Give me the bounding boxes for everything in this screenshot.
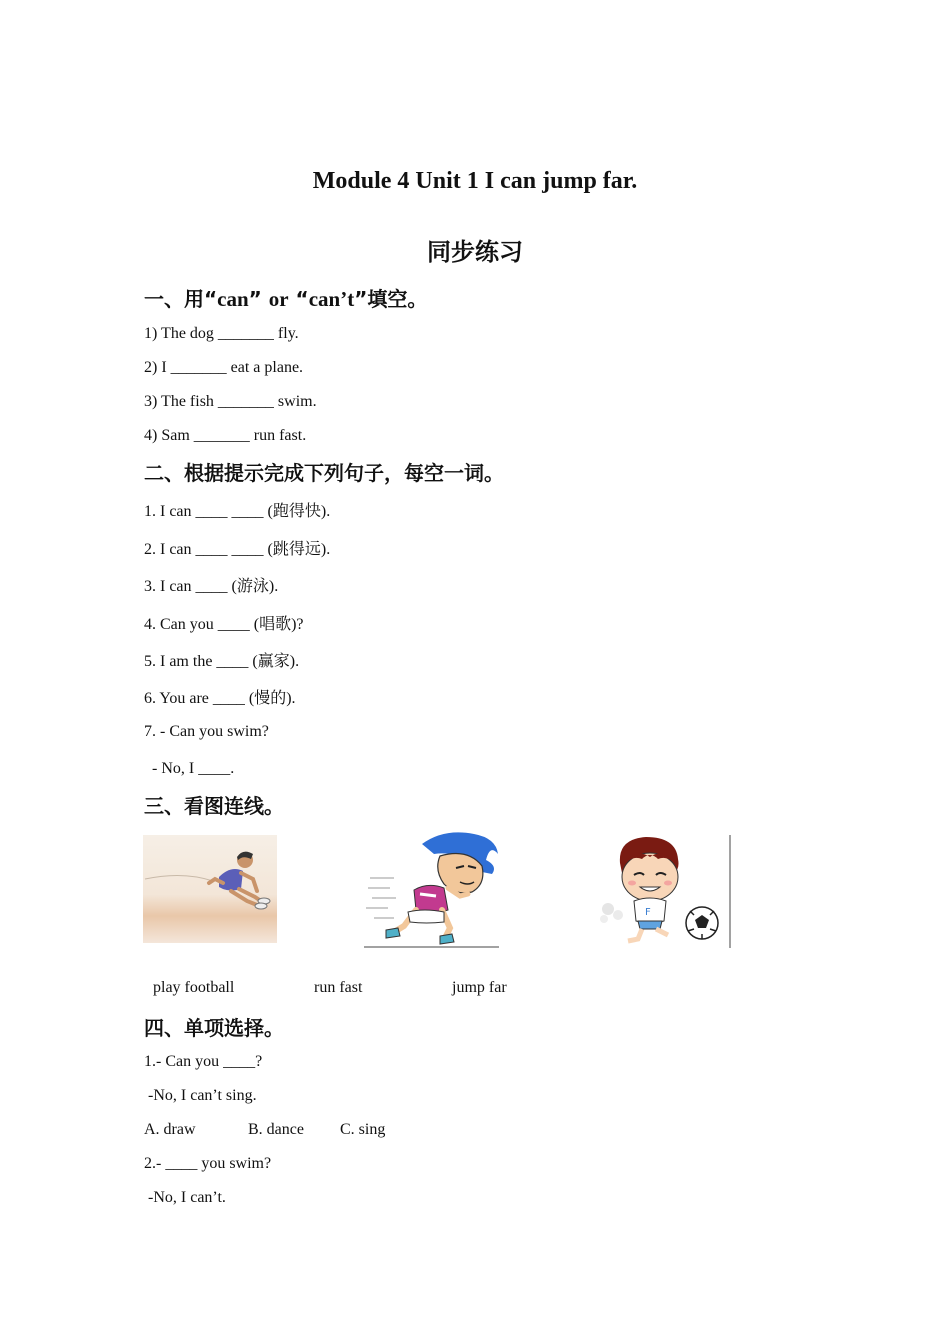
section4-heading: 四、单项选择。 xyxy=(144,1016,284,1040)
section3-heading: 三、看图连线。 xyxy=(144,794,284,818)
svg-text:F: F xyxy=(645,907,651,918)
section4-q2-answer: -No, I can’t. xyxy=(144,1189,226,1206)
section1-item-1: 1) The dog _______ fly. xyxy=(144,325,299,342)
section4-option-a: A. draw xyxy=(144,1121,196,1138)
section4-q2: 2.- ____ you swim? xyxy=(144,1155,272,1172)
section2-item-3: 3. I can ____ (游泳). xyxy=(144,578,279,595)
page-subtitle: 同步练习 xyxy=(427,238,523,266)
section1-heading: 一、用“can” or “can’t”填空。 xyxy=(144,287,428,311)
section2-item-7-answer: - No, I ____. xyxy=(144,760,235,777)
section4-q1: 1.- Can you ____? xyxy=(144,1053,263,1070)
section2-item-6: 6. You are ____ (慢的). xyxy=(144,690,296,707)
section4-q1-answer: -No, I can’t sing. xyxy=(144,1087,257,1104)
long-jump-icon xyxy=(143,835,277,943)
section2-item-4: 4. Can you ____ (唱歌)? xyxy=(144,616,304,633)
section2-item-7: 7. - Can you swim? xyxy=(144,723,269,740)
football-boy-icon xyxy=(598,835,732,950)
page-title: Module 4 Unit 1 I can jump far. xyxy=(312,168,638,194)
section1-item-3: 3) The fish _______ swim. xyxy=(144,393,317,410)
section1-item-2: 2) I _______ eat a plane. xyxy=(144,359,304,376)
section4-option-c: C. sing xyxy=(340,1121,386,1138)
running-boy-icon xyxy=(364,830,500,950)
section4-option-b: B. dance xyxy=(248,1121,304,1138)
section1-item-4: 4) Sam _______ run fast. xyxy=(144,427,307,444)
match-label-play-football: play football xyxy=(153,979,235,996)
match-label-run-fast: run fast xyxy=(314,979,363,996)
section2-item-5: 5. I am the ____ (赢家). xyxy=(144,653,300,670)
section2-heading: 二、根据提示完成下列句子，每空一词。 xyxy=(144,461,504,485)
section2-item-1: 1. I can ____ ____ (跑得快). xyxy=(144,503,331,520)
match-label-jump-far: jump far xyxy=(452,979,507,996)
section2-item-2: 2. I can ____ ____ (跳得远). xyxy=(144,541,331,558)
